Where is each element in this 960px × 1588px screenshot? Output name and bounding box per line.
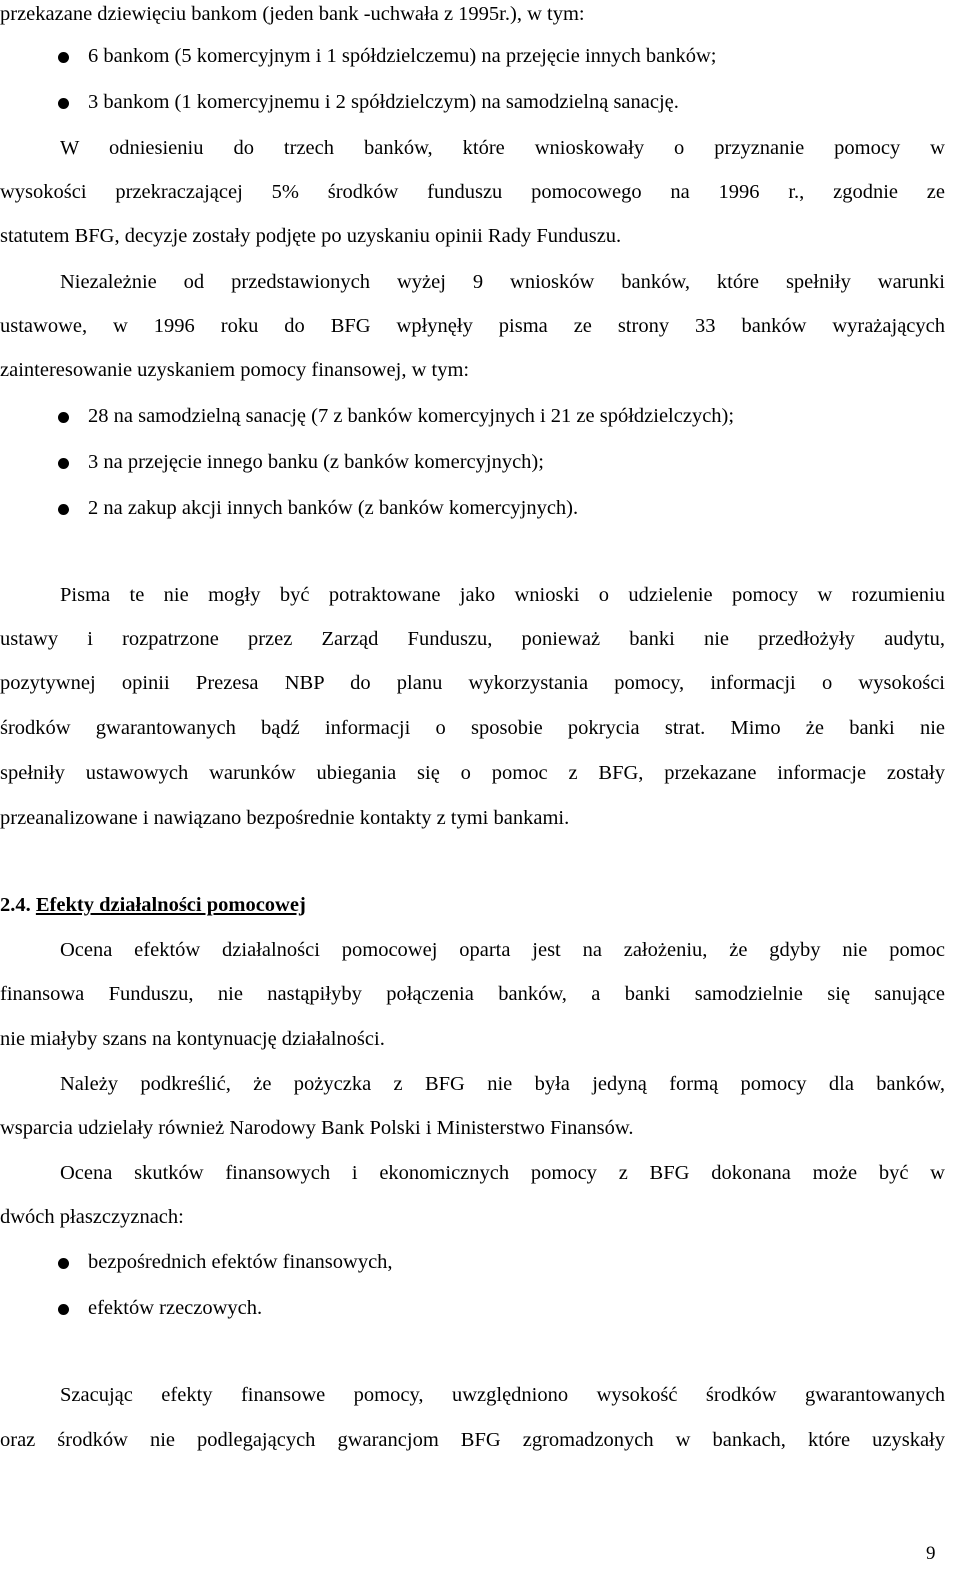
- text-line: W odniesieniu do trzech banków, które wnioskowały o przyznanie pomocy w: [60, 137, 945, 159]
- list-item: 28 na samodzielną sanację (7 z banków komercyjnych i 21 ze spółdzielczych);: [88, 405, 735, 427]
- text-line: spełniły ustawowych warunków ubiegania się o pomoc z BFG, przekazane informacje zostały: [0, 762, 945, 784]
- text-line: Niezależnie od przedstawionych wyżej 9 wniosków banków, które spełniły warunki: [60, 271, 945, 293]
- section-number: 2.4.: [0, 894, 31, 916]
- text-line: dwóch płaszczyznach:: [0, 1206, 184, 1228]
- text-line: ustawy i rozpatrzone przez Zarząd Funduszu, ponieważ banki nie przedłożyły audytu,: [0, 628, 945, 650]
- bullet-icon: [58, 1258, 69, 1269]
- text-line: nie miałyby szans na kontynuację działalności.: [0, 1028, 385, 1050]
- text-line: Ocena efektów działalności pomocowej oparta jest na założeniu, że gdyby nie pomoc: [60, 939, 945, 961]
- text-line: Szacując efekty finansowe pomocy, uwzględniono wysokość środków gwarantowanych: [60, 1384, 945, 1406]
- list-item: bezpośrednich efektów finansowych,: [88, 1251, 393, 1273]
- text-line: Ocena skutków finansowych i ekonomicznych pomocy z BFG dokonana może być w: [60, 1162, 945, 1184]
- bullet-icon: [58, 98, 69, 109]
- bullet-icon: [58, 504, 69, 515]
- bullet-icon: [58, 412, 69, 423]
- list-item: 2 na zakup akcji innych banków (z banków komercyjnych).: [88, 497, 579, 519]
- list-item: 6 bankom (5 komercyjnym i 1 spółdzielczemu) na przejęcie innych banków;: [88, 45, 717, 67]
- text-line: wysokości przekraczającej 5% środków funduszu pomocowego na 1996 r., zgodnie ze: [0, 181, 945, 203]
- text-line: Pisma te nie mogły być potraktowane jako wnioski o udzielenie pomocy w rozumieniu: [60, 584, 945, 606]
- text-line: zainteresowanie uzyskaniem pomocy finansowej, w tym:: [0, 359, 470, 381]
- text-line: wsparcia udzielały również Narodowy Bank Polski i Ministerstwo Finansów.: [0, 1117, 634, 1139]
- text-line: Należy podkreślić, że pożyczka z BFG nie była jedyną formą pomocy dla banków,: [60, 1073, 945, 1095]
- bullet-icon: [58, 52, 69, 63]
- bullet-icon: [58, 458, 69, 469]
- page-number: 9: [926, 1543, 936, 1564]
- text-line: ustawowe, w 1996 roku do BFG wpłynęły pisma ze strony 33 banków wyrażających: [0, 315, 945, 337]
- list-item: efektów rzeczowych.: [88, 1297, 263, 1319]
- text-line: środków gwarantowanych bądź informacji o sposobie pokrycia strat. Mimo że banki nie: [0, 717, 945, 739]
- section-heading: [0, 895, 306, 916]
- text-line: oraz środków nie podlegających gwarancjom BFG zgromadzonych w bankach, które uzyskały: [0, 1429, 945, 1451]
- text-line: przekazane dziewięciu bankom (jeden bank -uchwała z 1995r.), w tym:: [0, 3, 585, 25]
- list-item: 3 bankom (1 komercyjnemu i 2 spółdzielczym) na samodzielną sanację.: [88, 91, 679, 113]
- list-item: 3 na przejęcie innego banku (z banków komercyjnych);: [88, 451, 544, 473]
- text-line: statutem BFG, decyzje zostały podjęte po uzyskaniu opinii Rady Funduszu.: [0, 225, 622, 247]
- text-line: finansowa Funduszu, nie nastąpiłyby połączenia banków, a banki samodzielnie się sanujące: [0, 983, 945, 1005]
- bullet-icon: [58, 1304, 69, 1315]
- section-title: Efekty działalności pomocowej: [35, 894, 306, 916]
- text-line: przeanalizowane i nawiązano bezpośrednie kontakty z tymi bankami.: [0, 807, 570, 829]
- text-line: pozytywnej opinii Prezesa NBP do planu wykorzystania pomocy, informacji o wysokości: [0, 672, 945, 694]
